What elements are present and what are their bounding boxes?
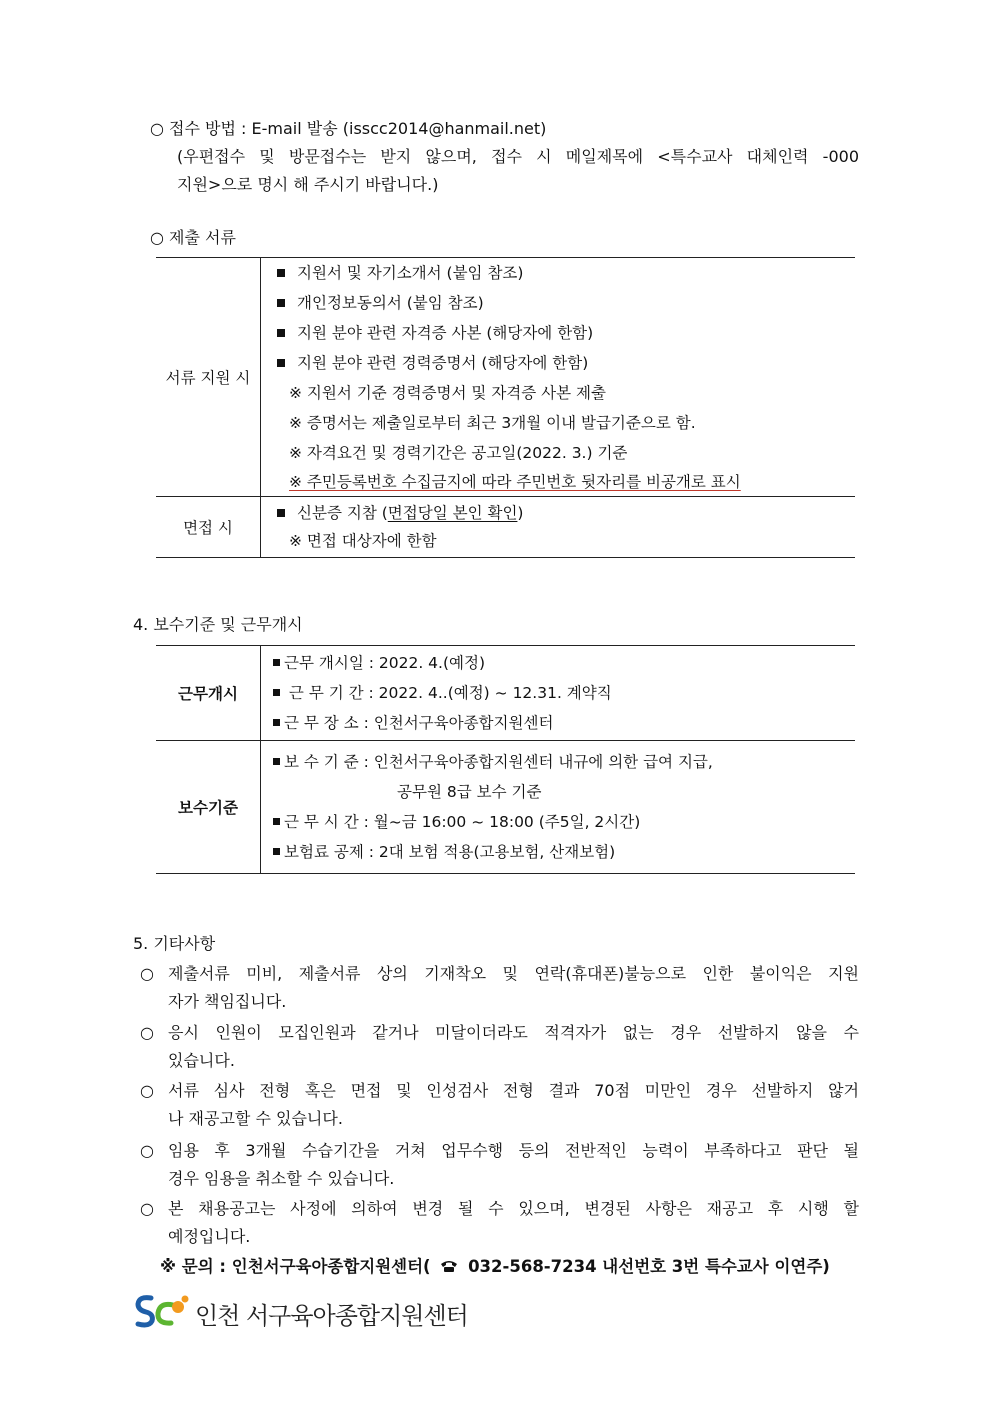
center-logo-icon [133, 1292, 191, 1334]
list-item: 보 수 기 준 : 인천서구육아종합지원센터 내규에 의한 급여 지급, [261, 747, 855, 777]
note-item: ※ 면접 대상자에 한함 [289, 532, 437, 550]
list-item: 지원서 및 자기소개서 (붙임 참조) [261, 258, 855, 288]
bullet-icon [273, 689, 280, 696]
note-item: ※ 지원서 기준 경력증명서 및 자격증 사본 제출 [289, 384, 606, 402]
submission-note-line-2: 지원>으로 명시 해 주시기 바랍니다.) [177, 175, 439, 194]
circle-mark: ○ [140, 1141, 154, 1160]
circle-mark: ○ [140, 1081, 154, 1100]
interview-stage-items [261, 497, 856, 558]
circle-mark: ○ [140, 964, 154, 983]
note-item: ※ 증명서는 제출일로부터 최근 3개월 이내 발급기준으로 함. [289, 414, 696, 432]
document-stage-label: 서류 지원 시 [156, 258, 261, 497]
pay-items [261, 741, 856, 874]
interview-stage-row [156, 497, 855, 558]
documents-heading: ○ 제출 서류 [150, 228, 236, 247]
item-text-line-2: 있습니다. [168, 1051, 235, 1070]
contact-line: ※ 문의 : 인천서구육아종합지원센터( 032-568-7234 내선번호 3번 특수교사 이연주) [160, 1253, 830, 1282]
work-start-row [156, 646, 855, 741]
list-item: 보험료 공제 : 2대 보험 적용(고용보험, 산재보험) [261, 837, 855, 867]
bullet-icon [277, 299, 285, 307]
item-text-line-1: 제출서류 미비, 제출서류 상의 기재착오 및 연락(휴대폰)불능으로 인한 불이익은 지원 [168, 964, 859, 983]
item-text-line-1: 본 채용공고는 사정에 의하여 변경 될 수 있으며, 변경된 사항은 재공고 후 시행 할 [168, 1199, 859, 1218]
section-5-heading: 5. 기타사항 [133, 934, 216, 953]
list-item: 근 무 장 소 : 인천서구육아종합지원센터 [261, 708, 855, 738]
document-stage-row [156, 258, 855, 497]
item-text-line-1: 응시 인원이 모집인원과 같거나 미달이더라도 적격자가 없는 경우 선발하지 않을 수 [168, 1023, 859, 1042]
submission-note-line-1: (우편접수 및 방문접수는 받지 않으며, 접수 시 메일제목에 <특수교사 대체인력 -000 [177, 147, 859, 166]
pay-row [156, 741, 855, 874]
list-item: 근 무 시 간 : 월~금 16:00 ~ 18:00 (주5일, 2시간) [261, 807, 855, 837]
list-item: 개인정보동의서 (붙임 참조) [261, 288, 855, 318]
bullet-icon [277, 329, 285, 337]
bullet-icon [277, 509, 285, 517]
bullet-icon [273, 719, 280, 726]
list-item: 신분증 지참 (면접당일 본인 확인) [261, 499, 855, 527]
item-text-line-2: 나 재공고할 수 있습니다. [168, 1109, 343, 1128]
work-start-items [261, 646, 856, 741]
note-item: ※ 자격요건 및 경력기간은 공고일(2022. 3.) 기준 [289, 444, 628, 462]
item-text-line-1: 임용 후 3개월 수습기간을 거쳐 업무수행 등의 전반적인 능력이 부족하다고 판단 될 [168, 1141, 859, 1160]
document-stage-items [261, 258, 856, 497]
interview-stage-label: 면접 시 [156, 497, 261, 558]
documents-table [156, 257, 855, 558]
section-4-heading: 4. 보수기준 및 근무개시 [133, 615, 303, 634]
list-item: 지원 분야 관련 경력증명서 (해당자에 한함) [261, 348, 855, 378]
bullet-icon [273, 818, 280, 825]
circle-mark: ○ [140, 1023, 154, 1042]
org-name: 인천 서구육아종합지원센터 [195, 1302, 468, 1330]
bullet-icon [273, 659, 280, 666]
item-text-line-2: 경우 임용을 취소할 수 있습니다. [168, 1169, 395, 1188]
list-item: 지원 분야 관련 자격증 사본 (해당자에 한함) [261, 318, 855, 348]
pay-label: 보수기준 [156, 741, 261, 874]
bullet-icon [273, 848, 280, 855]
submission-method: ○ 접수 방법 : E-mail 발송 (isscc2014@hanmail.net) [150, 119, 547, 138]
bullet-icon [273, 758, 280, 765]
pay-work-table [156, 645, 855, 874]
work-start-label: 근무개시 [156, 646, 261, 741]
list-item: 근무 개시일 : 2022. 4.(예정) [261, 648, 855, 678]
circle-mark: ○ [140, 1199, 154, 1218]
phone-icon [440, 1254, 458, 1282]
note-item-highlighted: ※ 주민등록번호 수집금지에 따라 주민번호 뒷자리를 비공개로 표시 [289, 473, 741, 491]
list-item-continuation: 공무원 8급 보수 기준 [397, 783, 542, 801]
bullet-icon [277, 359, 285, 367]
bullet-icon [277, 269, 285, 277]
list-item: 근 무 기 간 : 2022. 4..(예정) ~ 12.31. 계약직 [261, 678, 855, 708]
item-text-line-2: 예정입니다. [168, 1227, 251, 1246]
item-text-line-2: 자가 책임집니다. [168, 992, 287, 1011]
item-text-line-1: 서류 심사 전형 혹은 면접 및 인성검사 전형 결과 70점 미만인 경우 선발하지 않거 [168, 1081, 859, 1100]
